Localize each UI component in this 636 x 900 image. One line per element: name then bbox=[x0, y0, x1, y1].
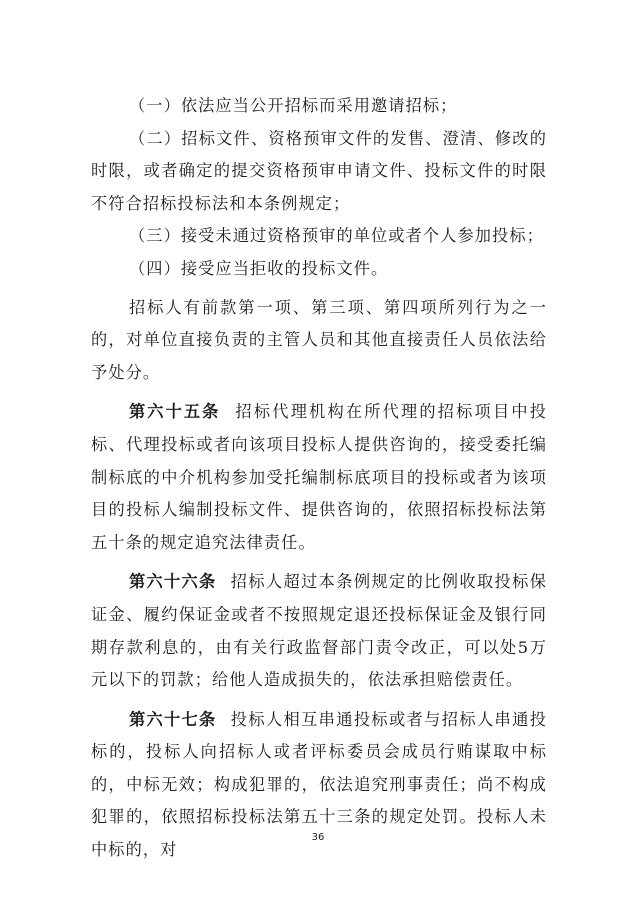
paragraph-item-2: （二）招标文件、资格预审文件的发售、澄清、修改的时限，或者确定的提交资格预审申请文件、投标文件的时限不符合招标投标法和本条例规定； bbox=[91, 128, 547, 213]
article-66 bbox=[91, 566, 547, 696]
page-number: 36 bbox=[311, 832, 325, 843]
paragraph-item-3: （三）接受未通过资格预审的单位或者个人参加投标； bbox=[129, 226, 544, 246]
paragraph-penalty: 招标人有前款第一项、第三项、第四项所列行为之一的，对单位直接负责的主管人员和其他直接责任人员依法给予处分。 bbox=[91, 297, 547, 382]
paragraph-item-4: （四）接受应当拒收的投标文件。 bbox=[129, 258, 389, 278]
article-65-text: 招标代理机构在所代理的招标项目中投标、代理投标或者向该项目投标人提供咨询的，接受委托编制标底的中介机构参加受托编制标底项目的投标或者为该项目的投标人编制投标文件、提供咨询的，依照招标投标法第五十条的规定追究法律责任。 bbox=[91, 402, 548, 552]
article-65 bbox=[91, 396, 547, 559]
article-66-text: 招标人超过本条例规定的比例收取投标保证金、履约保证金或者不按照规定退还投标保证金及银行同期存款利息的，由有关行政监督部门责令改正，可以处5万元以下的罚款；给他人造成损失的，依法承担赔偿责任。 bbox=[91, 572, 547, 690]
article-66-label: 第六十六条 bbox=[129, 572, 217, 592]
article-65-label: 第六十五条 bbox=[129, 402, 221, 422]
article-67-label: 第六十七条 bbox=[129, 709, 217, 729]
body-text bbox=[91, 90, 547, 867]
article-67-text: 投标人相互串通投标或者与招标人串通投标的，投标人向招标人或者评标委员会成员行贿谋取中标的，中标无效；构成犯罪的，依法追究刑事责任；尚不构成犯罪的，依照招标投标法第五十三条的规定处罚。投标人未中标的，对 bbox=[91, 709, 547, 860]
paragraph-item-1: （一）依法应当公开招标而采用邀请招标； bbox=[129, 96, 458, 115]
